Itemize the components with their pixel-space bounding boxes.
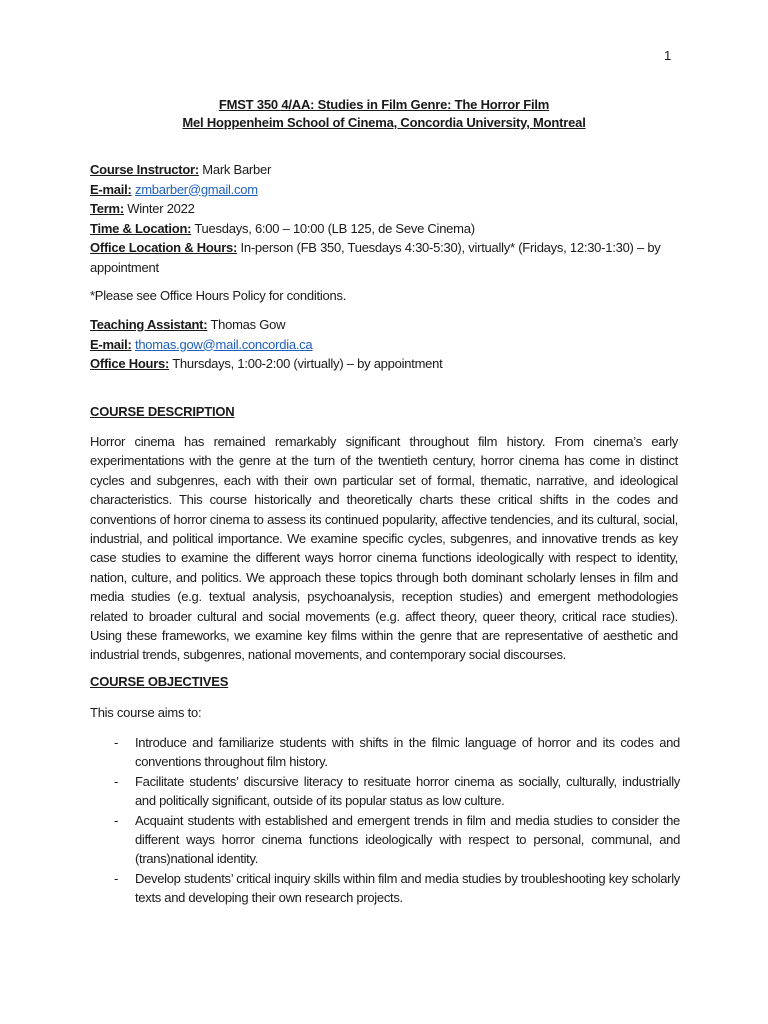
ta-hours-label: Office Hours:: [90, 356, 170, 371]
course-objectives-heading: COURSE OBJECTIVES: [90, 674, 229, 689]
objective-text: Facilitate students’ discursive literacy to resituate horror cinema as socially, culturally, industrially and politically significant, outside of its popular status as low culture.: [135, 773, 680, 809]
time-location-line: [90, 219, 680, 239]
term-value: Winter 2022: [123, 201, 195, 216]
list-item: [90, 733, 680, 772]
objective-text: Introduce and familiarize students with shifts in the filmic language of horror and its codes and conventions throughout film history.: [135, 735, 680, 770]
course-description-text: Horror cinema has remained remarkably significant throughout film history. From cinema’s early experimentations with the genre at the turn of the twentieth century, horror cinema has come in distinct cycles and subgenres, each with their own particular set of formal, thematic, narrative, and ideological characteristics. This course historically and theoretically charts these critical shifts in the codes and conventions of horror cinema to assess its continued popularity, affective tendencies, and its cultural, social, industrial, and political importance. We examine specific cycles, subgenres, and innovative trends as key case studies to examine the different ways horror cinema functions ideologically with respect to identity, nation, culture, and politics. We approach these topics through both dominant scholarly lenses in film and media studies (e.g. textual analysis, psychoanalysis, reception studies) and emergent methodologies related to broader cultural and social movements (e.g. affect theory, queer theory, critical race studies). Using these frameworks, we examine key films within the genre that are representative of aesthetic and industrial trends, subgenres, national movements, and contemporary social discourses.: [90, 434, 678, 663]
instructor-line: [90, 160, 680, 180]
time-location-label: Time & Location:: [90, 220, 192, 236]
objective-text: Develop students’ critical inquiry skills within film and media studies by troubleshooting key scholarly texts and developing their own research projects.: [135, 870, 680, 906]
list-item: [90, 772, 680, 811]
objectives-intro: This course aims to:: [90, 705, 202, 720]
bullet-marker: -: [114, 870, 119, 886]
office-value: In-person (FB 350, Tuesdays 4:30-5:30), virtually* (Fridays, 12:30-1:30) – by: [237, 240, 661, 255]
bullet-marker: -: [114, 735, 119, 750]
course-title: FMST 350 4/AA: Studies in Film Genre: The Horror Film: [218, 97, 550, 112]
term-line: [90, 199, 680, 219]
instructor-info: [90, 160, 680, 277]
ta-hours-line: [90, 354, 680, 374]
list-item: [90, 869, 680, 908]
instructor-email-link[interactable]: zmbarber@gmail.com: [134, 181, 258, 197]
instructor-email-label: E-mail:: [90, 181, 132, 197]
school-name: Mel Hoppenheim School of Cinema, Concordia University, Montreal: [182, 115, 586, 130]
instructor-name: Mark Barber: [198, 162, 272, 177]
bullet-marker: -: [114, 773, 119, 789]
ta-name: Thomas Gow: [207, 317, 286, 332]
objectives-list: [90, 733, 680, 908]
office-label: Office Location & Hours:: [90, 240, 238, 255]
term-label: Term:: [90, 201, 124, 216]
ta-email-line: [90, 335, 680, 355]
ta-email-label: E-mail:: [90, 336, 132, 352]
ta-label: Teaching Assistant:: [90, 317, 208, 332]
office-hours-note: *Please see Office Hours Policy for conditions.: [90, 288, 347, 303]
ta-line: [90, 315, 680, 335]
office-line-continued: appointment: [90, 259, 159, 275]
ta-hours-value: Thursdays, 1:00-2:00 (virtually) – by appointment: [169, 356, 443, 371]
list-item: [90, 811, 680, 869]
office-line: [90, 238, 680, 258]
ta-email-link[interactable]: thomas.gow@mail.concordia.ca: [134, 336, 313, 352]
document-header: [90, 96, 678, 132]
objective-text: Acquaint students with established and emergent trends in film and media studies to consider the different ways horror cinema functions ideologically with respect to personal, communal, and (trans)national identity.: [135, 812, 680, 867]
bullet-marker: -: [114, 812, 119, 828]
ta-info: [90, 315, 680, 374]
instructor-email-line: [90, 180, 680, 200]
time-location-value: Tuesdays, 6:00 – 10:00 (LB 125, de Seve Cinema): [191, 220, 475, 236]
course-description-heading: COURSE DESCRIPTION: [90, 404, 235, 419]
page-number: 1: [664, 48, 672, 63]
instructor-label: Course Instructor:: [90, 162, 199, 177]
